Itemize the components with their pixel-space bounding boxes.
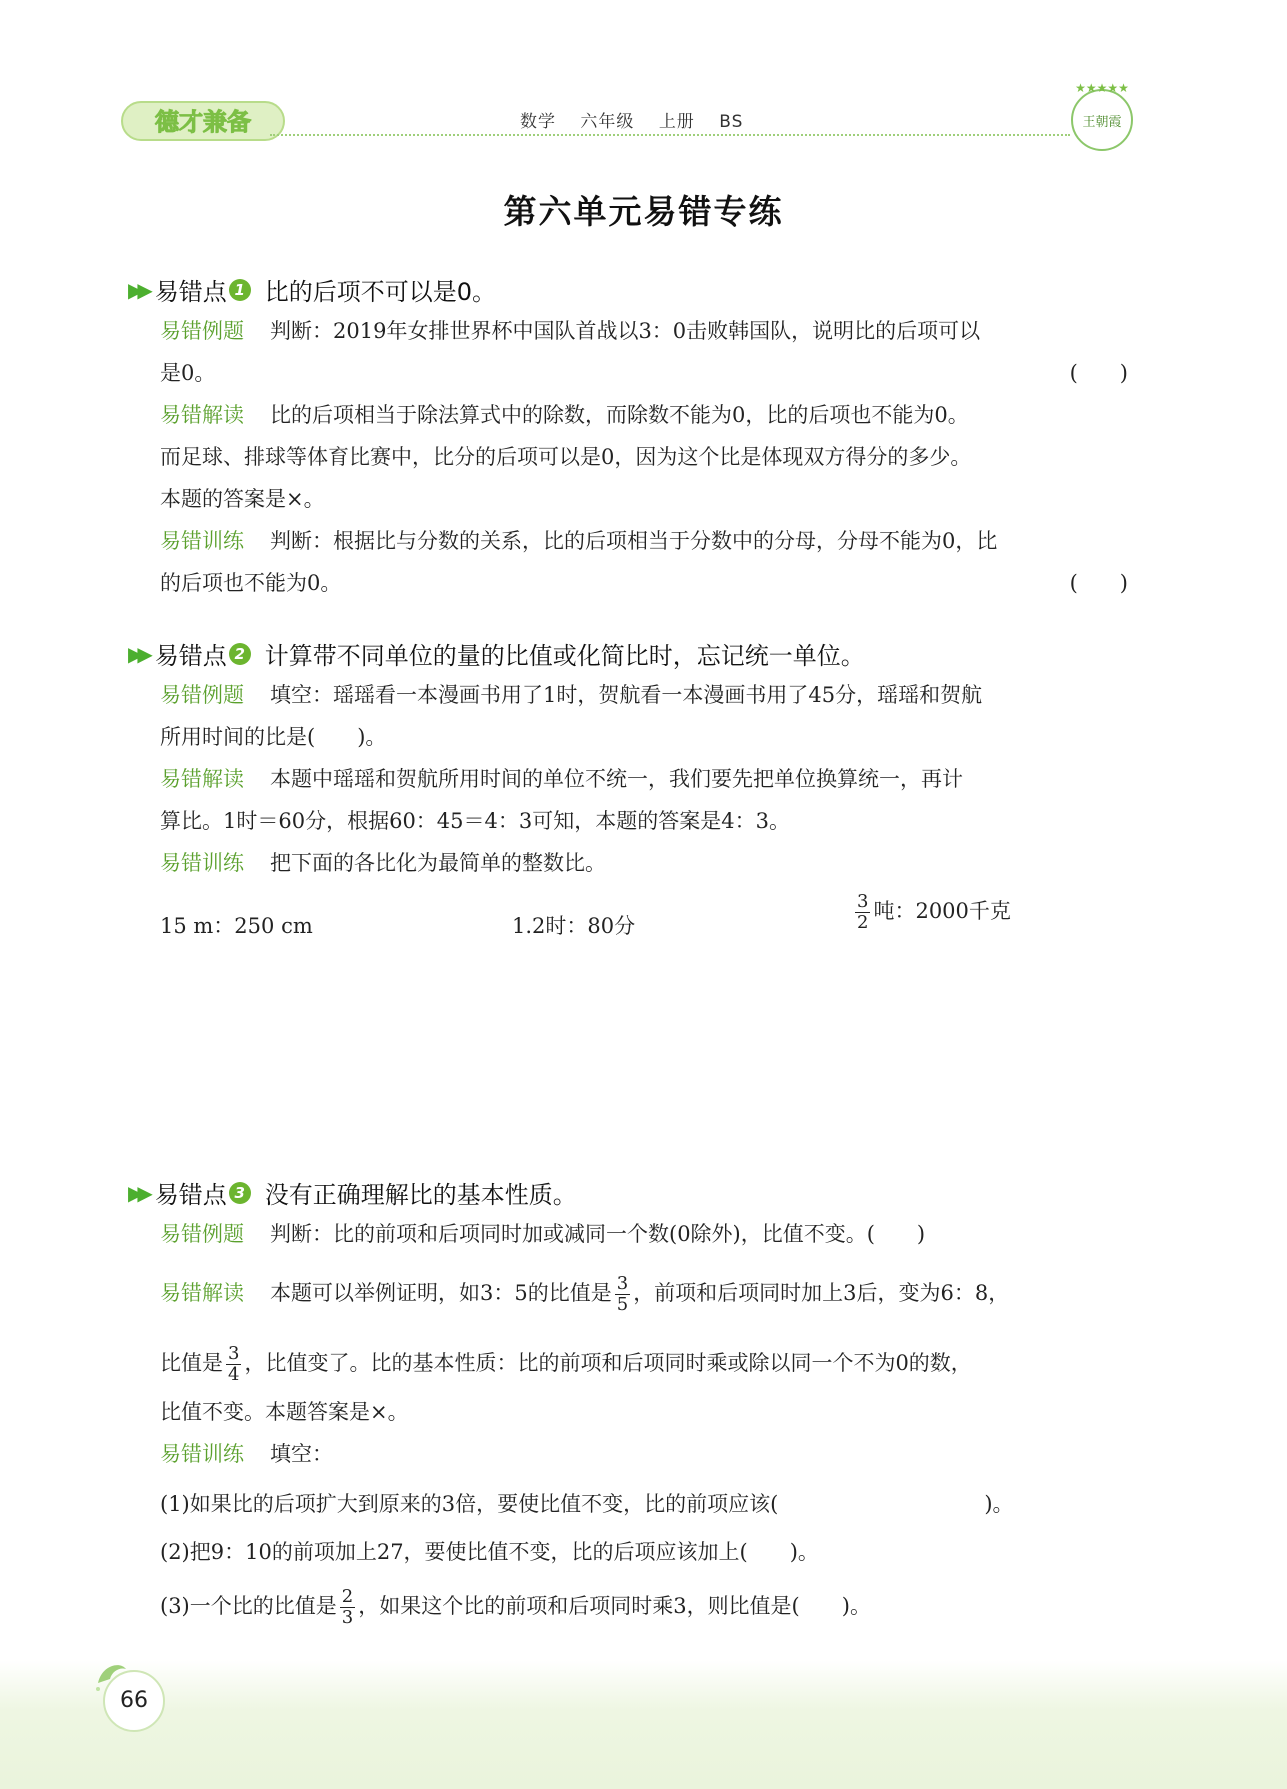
publisher-seal: [1062, 78, 1142, 158]
point-number-badge: 1: [229, 279, 251, 301]
example-text-cont: 是0。: [160, 361, 216, 385]
analysis-answer: 本题的答案是×。: [160, 487, 325, 511]
analysis-text-cont: 算比。1时＝60分，根据60：45＝4：3可知，本题的答案是4：3。: [160, 809, 790, 833]
training-label: 易错训练: [160, 529, 244, 553]
page-number: 66: [103, 1670, 165, 1732]
question-list: [160, 1480, 1128, 1630]
answer-paren[interactable]: ( ): [1069, 571, 1128, 595]
example-label: 易错例题: [160, 683, 244, 707]
exercise-item-3: [852, 892, 1011, 933]
exercise-item-3-text: 吨：2000千克: [873, 899, 1011, 923]
error-point-3-heading: [128, 1175, 577, 1210]
point-number-badge: 2: [229, 643, 251, 665]
fraction-numerator: 2: [341, 1586, 354, 1607]
svg-text:★★★★★: ★★★★★: [1075, 81, 1129, 95]
point-prefix: 易错点: [154, 642, 227, 670]
example-label: 易错例题: [160, 319, 244, 343]
example-block-3: [160, 1213, 1128, 1255]
example-label: 易错例题: [160, 1222, 244, 1246]
point-heading: 没有正确理解比的基本性质。: [264, 1181, 577, 1209]
analysis-text: 本题中瑶瑶和贺航所用时间的单位不统一，我们要先把单位换算统一，再计: [270, 767, 963, 791]
fraction: [226, 1344, 241, 1385]
fraction-denominator: 2: [857, 912, 869, 933]
page-title: 第六单元易错专练: [503, 192, 784, 231]
footer-band: [0, 1660, 1287, 1789]
question-3: [160, 1582, 1128, 1630]
analysis-text-cont: 而足球、排球等体育比赛中，比分的后项可以是0，因为这个比是体现双方得分的多少。: [160, 445, 972, 469]
training-text-cont: 的后项也不能为0。: [160, 571, 342, 595]
volume: 上册: [658, 112, 695, 132]
fraction: [615, 1274, 630, 1315]
example-block-2: [160, 674, 1128, 884]
fraction-numerator: 3: [857, 891, 869, 912]
analysis-text: ，比值变了。比的基本性质：比的前项和后项同时乘或除以同一个不为0的数，: [244, 1351, 972, 1375]
analysis-answer: 比值不变。本题答案是×。: [160, 1400, 409, 1424]
double-arrow-icon: ▶▶: [128, 277, 147, 302]
question-1-text: (1)如果比的后项扩大到原来的3倍，要使比值不变，比的前项应该(: [160, 1492, 779, 1516]
point-prefix: 易错点: [154, 1181, 227, 1209]
analysis-text: ，前项和后项同时加上3后，变为6：8，: [633, 1281, 1010, 1305]
book-info: [520, 107, 761, 132]
fraction-denominator: 4: [228, 1364, 240, 1385]
edition: BS: [719, 112, 744, 132]
error-point-1-heading: [128, 272, 496, 307]
question-1-end: )。: [984, 1492, 1014, 1516]
error-point-2-heading: [128, 636, 865, 671]
analysis-text: 本题可以举例证明，如3：5的比值是: [270, 1281, 612, 1305]
analysis-block-3: [160, 1265, 1128, 1475]
training-text: 把下面的各比化为最简单的整数比。: [270, 851, 606, 875]
analysis-text: 比的后项相当于除法算式中的除数，而除数不能为0，比的后项也不能为0。: [270, 403, 969, 427]
header-divider: [270, 134, 1070, 136]
answer-paren[interactable]: ( ): [1069, 361, 1128, 385]
point-heading: 计算带不同单位的量的比值或化简比时，忘记统一单位。: [264, 642, 865, 670]
exercise-item-1: 15 m：250 cm: [160, 914, 313, 938]
double-arrow-icon: ▶▶: [128, 641, 147, 666]
training-label: 易错训练: [160, 1442, 244, 1466]
fraction: [855, 892, 870, 933]
grade: 六年级: [580, 112, 635, 132]
fraction-denominator: 5: [616, 1294, 629, 1315]
subject: 数学: [520, 112, 556, 132]
fraction-numerator: 3: [616, 1273, 629, 1294]
example-text: 判断：2019年女排世界杯中国队首战以3：0击败韩国队，说明比的后项可以: [270, 319, 981, 343]
svg-text:德才兼备: 德才兼备: [155, 108, 251, 136]
brand-logo: [118, 92, 288, 144]
point-heading: 比的后项不可以是0。: [264, 278, 497, 306]
training-text: 判断：根据比与分数的关系，比的后项相当于分数中的分母，分母不能为0，比: [270, 529, 998, 553]
exercise-item-2: 1.2时：80分: [512, 914, 636, 938]
example-text: 填空：瑶瑶看一本漫画书用了1时，贺航看一本漫画书用了45分，瑶瑶和贺航: [270, 683, 983, 707]
analysis-label: 易错解读: [160, 767, 244, 791]
example-block-1: [160, 310, 1128, 604]
point-prefix: 易错点: [154, 278, 227, 306]
example-text-cont: 所用时间的比是( )。: [160, 725, 387, 749]
fraction-denominator: 3: [341, 1607, 354, 1628]
example-text: 判断：比的前项和后项同时加或减同一个数(0除外)，比值不变。( ): [270, 1222, 926, 1246]
analysis-text: 比值是: [160, 1351, 223, 1375]
analysis-label: 易错解读: [160, 1281, 244, 1305]
double-arrow-icon: ▶▶: [128, 1180, 147, 1205]
point-number-badge: 3: [229, 1182, 251, 1204]
question-3-end: ，如果这个比的前项和后项同时乘3，则比值是( )。: [358, 1594, 871, 1618]
question-3-text: (3)一个比的比值是: [160, 1594, 337, 1618]
fraction: [340, 1587, 355, 1628]
question-1: [160, 1480, 1128, 1528]
training-label: 易错训练: [160, 851, 244, 875]
svg-text:王朝霞: 王朝霞: [1082, 115, 1122, 130]
training-text: 填空：: [270, 1442, 333, 1466]
analysis-label: 易错解读: [160, 403, 244, 427]
question-2: (2)把9：10的前项加上27，要使比值不变，比的后项应该加上( )。: [160, 1540, 819, 1564]
fraction-numerator: 3: [228, 1343, 240, 1364]
